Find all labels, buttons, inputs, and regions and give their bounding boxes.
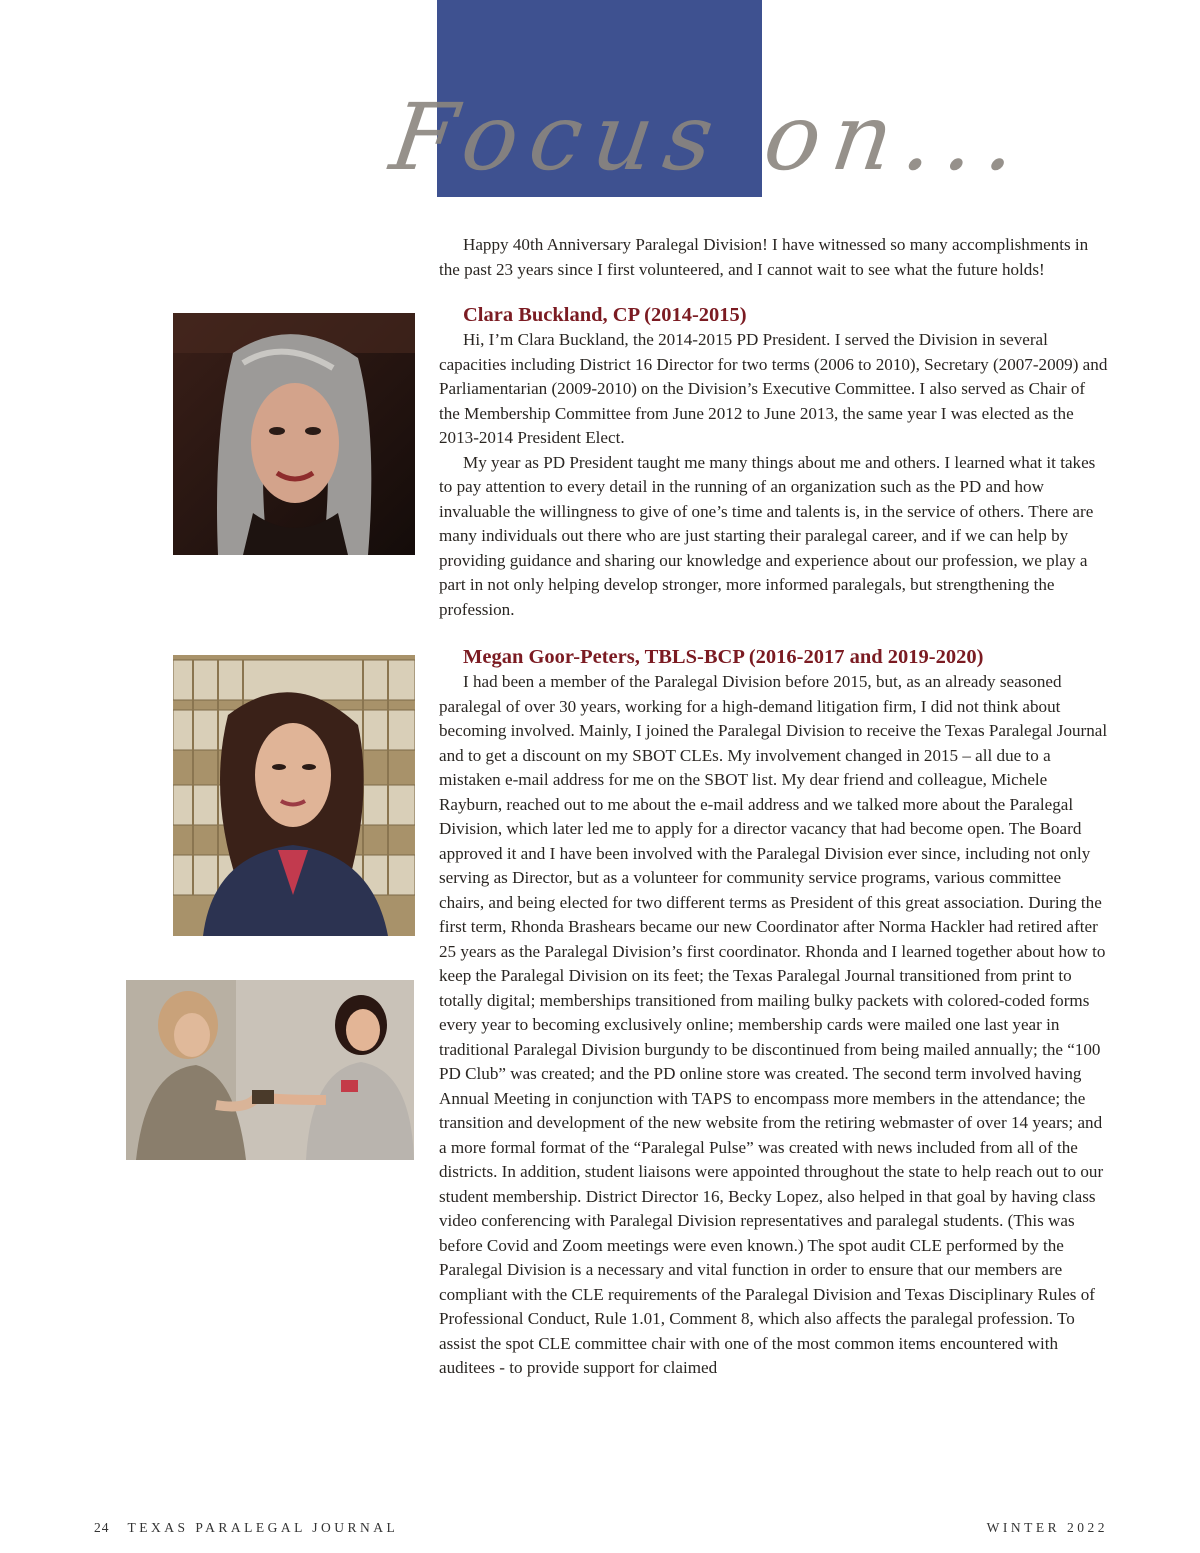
footer-issue: WINTER 2022: [986, 1520, 1108, 1535]
clara-portrait-image: [173, 313, 415, 555]
handoff-image: [126, 980, 414, 1160]
megan-goor-peters-photo: [173, 655, 415, 936]
megan-heading: Megan Goor-Peters, TBLS-BCP (2016-2017 and 2019-2020): [463, 646, 984, 668]
award-handoff-photo: [126, 980, 414, 1160]
publication-name: TEXAS PARALEGAL JOURNAL: [127, 1520, 399, 1535]
clara-heading: Clara Buckland, CP (2014-2015): [463, 304, 747, 326]
clara-paragraph-2: My year as PD President taught me many things about me and others. I learned what it takes to pay attention to every detail in the running of an organization such as the PD and how invaluable the willingness to give of one’s time and talents is, in the service of others. There are many individuals out there who are just starting their paralegal career, and if we can help by providing guidance and sharing our knowledge and experience about our profession, we play a part in not only helping develop stronger, more informed paralegals, but strengthening the profession.: [439, 452, 1096, 619]
clara-paragraph-1: Hi, I’m Clara Buckland, the 2014-2015 PD President. I served the Division in several capacities including District 16 Director for two terms (2006 to 2010), Secretary (2007-2009) and Parliamentarian (2009-2010) on the Division’s Executive Committee. I also served as Chair of the Membership Committee from June 2012 to June 2013, the same year I was elected as the 2013-2014 President Elect.: [439, 330, 1108, 447]
article-body: [439, 233, 1109, 1381]
intro-paragraph: Happy 40th Anniversary Paralegal Division! I have witnessed so many accomplishments in the past 23 years since I first volunteered, and I cannot wait to see what the future holds!: [439, 235, 1089, 279]
page-number: 24: [94, 1520, 110, 1535]
megan-paragraph-1: I had been a member of the Paralegal Division before 2015, but, as an already seasoned paralegal of over 30 years, working for a high-demand litigation firm, I did not think about becoming involved. Mainly, I joined the Paralegal Division to receive the Texas Paralegal Journal and to get a discount on my SBOT CLEs. My involvement changed in 2015 – all due to a mistaken e-mail address for me on the SBOT list. My dear friend and colleague, Michele Rayburn, reached out to me about the e-mail address and we talked more about the Paralegal Division, which later led me to apply for a director vacancy that had become open. The Board approved it and I have been involved with the Paralegal Division ever since, including not only serving as Director, but as a volunteer for community service programs, various committee chairs, and being elected for two different terms as President of this great association. During the first term, Rhonda Brashears became our new Coordinator after Norma Hackler had retired after 25 years as the Paralegal Division’s first coordinator. Rhonda and I learned together about how to keep the Paralegal Division on its feet; the Texas Paralegal Journal transitioned from print to totally digital; memberships transitioned from mailing bulky packets with colored-coded forms every year to becoming exclusively online; membership cards were mailed one last year in traditional Paralegal Division burgundy to be discontinued from being mailed annually; the “100 PD Club” was created; and the PD online store was created. The second term involved having Annual Meeting in conjunction with TAPS to encompass more members in the attendance; the transition and development of the new website from the retiring webmaster of over 14 years; and a more formal format of the “Paralegal Pulse” was created with news included from all of the districts. In addition, student liaisons were appointed throughout the state to help reach out to our student membership. District Director 16, Becky Lopez, also helped in that goal by having class video conferencing with Paralegal Division representatives and paralegal students. (This was before Covid and Zoom meetings were even known.) The spot audit CLE performed by the Paralegal Division is a necessary and vital function in order to ensure that our members are compliant with the CLE requirements of the Paralegal Division and Texas Disciplinary Rules of Professional Conduct, Rule 1.01, Comment 8, which also affects the paralegal profession. To assist the spot CLE committee chair with one of the most common items encountered with auditees - to provide support for claimed: [439, 672, 1108, 1377]
clara-buckland-photo: [173, 313, 415, 555]
section-title: Focus on...: [384, 84, 1036, 191]
footer-publication: [94, 1520, 398, 1536]
megan-portrait-image: [173, 655, 415, 936]
